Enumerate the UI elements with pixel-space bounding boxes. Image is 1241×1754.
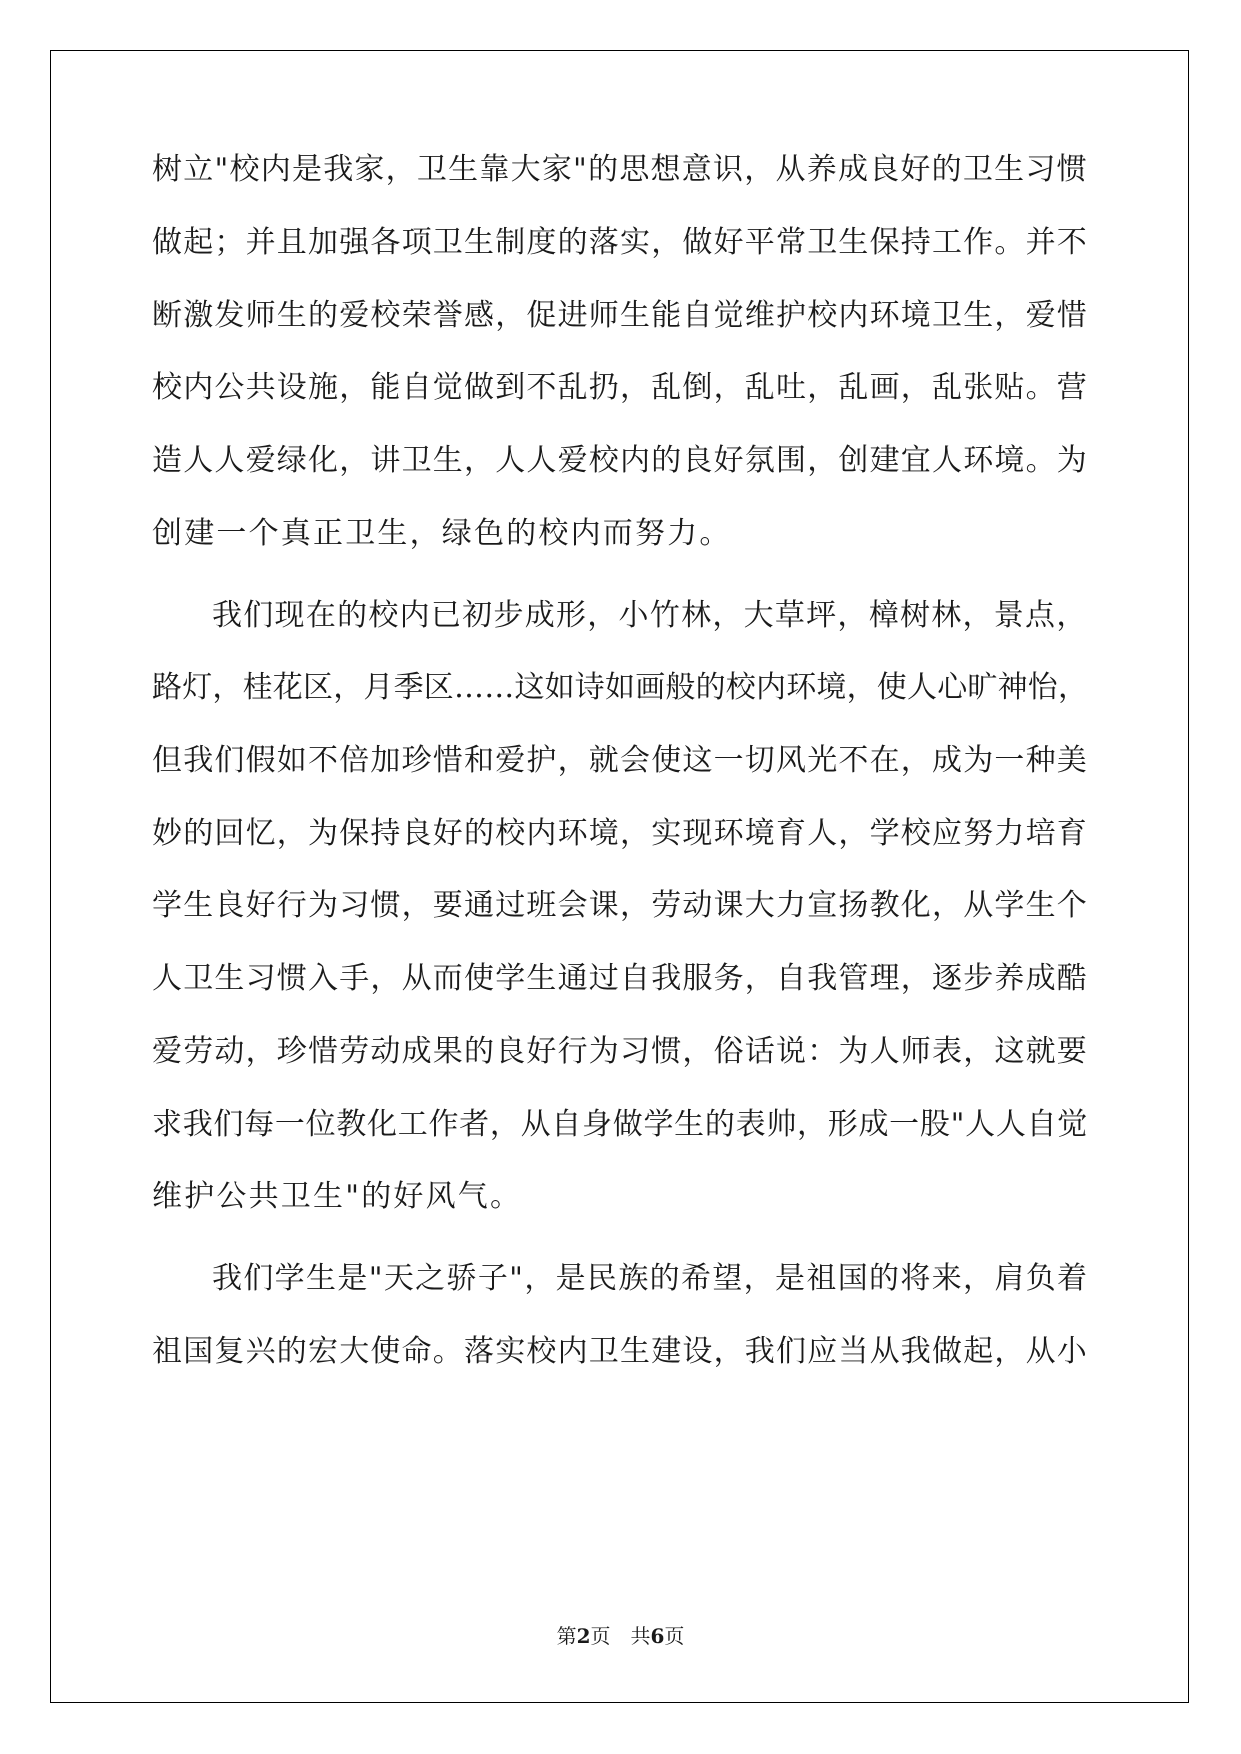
- text-line: 断激发师生的爱校荣誉感，促进师生能自觉维护校内环境卫生，爱惜: [152, 298, 1088, 333]
- text-line: 祖国复兴的宏大使命。落实校内卫生建设，我们应当从我做起，从小: [152, 1334, 1088, 1369]
- text-line: 造人人爱绿化，讲卫生，人人爱校内的良好氛围，创建宜人环境。为: [152, 443, 1088, 478]
- paragraph-first-line: 我们学生是"天之骄子"，是民族的希望，是祖国的将来，肩负着: [212, 1261, 1089, 1296]
- text-line: 人卫生习惯入手，从而使学生通过自我服务，自我管理，逐步养成酷: [152, 961, 1088, 996]
- footer-middle: 页 共: [590, 1624, 651, 1648]
- footer-prefix: 第: [556, 1624, 577, 1648]
- text-line: 维护公共卫生"的好风气。: [152, 1179, 523, 1214]
- text-line: 求我们每一位教化工作者，从自身做学生的表帅，形成一股"人人自觉: [152, 1107, 1088, 1142]
- text-line: 树立"校内是我家，卫生靠大家"的思想意识，从养成良好的卫生习惯: [152, 152, 1088, 187]
- footer-suffix: 页: [664, 1624, 685, 1648]
- text-line: 校内公共设施，能自觉做到不乱扔，乱倒，乱吐，乱画，乱张贴。营: [152, 370, 1088, 405]
- text-line: 学生良好行为习惯，要通过班会课，劳动课大力宣扬教化，从学生个: [152, 888, 1088, 923]
- text-line: 妙的回忆，为保持良好的校内环境，实现环境育人，学校应努力培育: [152, 816, 1088, 851]
- text-line: 但我们假如不倍加珍惜和爱护，就会使这一切风光不在，成为一种美: [152, 743, 1088, 778]
- paragraph-first-line: 我们现在的校内已初步成形，小竹林，大草坪，樟树林，景点，: [212, 598, 1088, 633]
- text-line: 路灯，桂花区，月季区……这如诗如画般的校内环境，使人心旷神怡，: [152, 670, 1089, 705]
- current-page-number: 2: [576, 1624, 591, 1648]
- total-page-number: 6: [650, 1624, 665, 1648]
- text-line: 爱劳动，珍惜劳动成果的良好行为习惯，俗话说：为人师表，这就要: [152, 1034, 1088, 1069]
- page-footer: [0, 1624, 1241, 1648]
- text-line: 创建一个真正卫生，绿色的校内而努力。: [152, 516, 732, 551]
- text-line: 做起；并且加强各项卫生制度的落实，做好平常卫生保持工作。并不: [152, 225, 1088, 260]
